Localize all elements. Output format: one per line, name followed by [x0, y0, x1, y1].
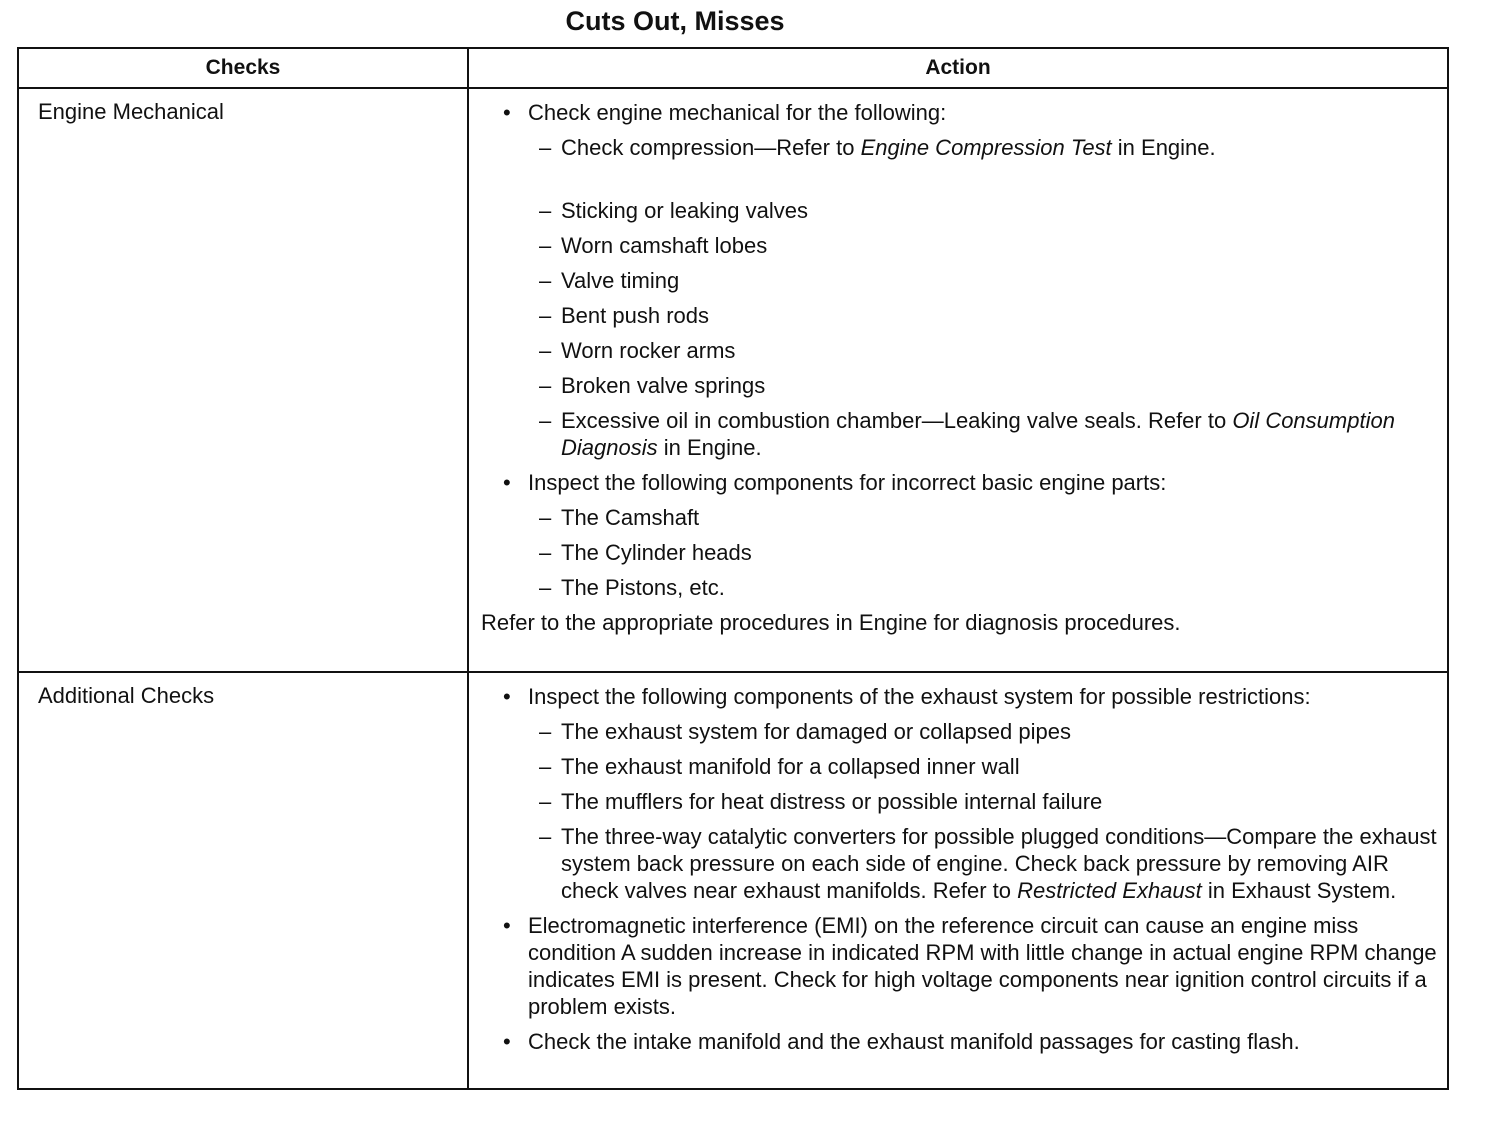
- item-text: Check engine mechanical for the following:: [528, 100, 947, 125]
- dash-icon: –: [539, 338, 552, 363]
- dash-icon: –: [539, 135, 552, 160]
- table-row: [18, 88, 1448, 672]
- item-text: Excessive oil in combustion chamber—Leaking valve seals. Refer to: [561, 408, 1233, 433]
- action-header: Action: [468, 48, 1448, 88]
- item-text: Sticking or leaking valves: [561, 198, 809, 223]
- sub-item: [481, 574, 1439, 601]
- dash-icon: –: [539, 268, 552, 293]
- action-cell: [468, 88, 1448, 672]
- dash-icon: –: [539, 789, 552, 814]
- item-text: Bent push rods: [561, 303, 709, 328]
- list-item: [481, 912, 1439, 1020]
- sub-item: [481, 337, 1439, 364]
- item-text: The three-way catalytic converters for possible plugged conditions—Compare the exhaust system back pressure on each side of engine. Check back pressure by removing AIR check valves near exhaust manifolds. Refer to: [561, 824, 1437, 903]
- diagnosis-table: [17, 47, 1449, 1090]
- sub-item: [481, 788, 1439, 815]
- sub-item: [481, 407, 1439, 461]
- dash-icon: –: [539, 303, 552, 328]
- reference-title: Restricted Exhaust: [1017, 878, 1202, 903]
- sub-item: [481, 823, 1439, 904]
- item-text: Electromagnetic interference (EMI) on the reference circuit can cause an engine miss condition A sudden increase in indicated RPM with little change in actual engine RPM change indicates EMI is present. Check for high voltage components near ignition control circuits if a problem exists.: [528, 913, 1437, 1019]
- sub-item: [481, 232, 1439, 259]
- dash-icon: –: [539, 505, 552, 530]
- item-text: Broken valve springs: [561, 373, 766, 398]
- dash-icon: –: [539, 824, 552, 849]
- item-text: in Engine.: [1111, 135, 1216, 160]
- page-title: Cuts Out, Misses: [565, 6, 785, 36]
- table-row: [18, 672, 1448, 1089]
- list-item: [481, 1028, 1439, 1055]
- list-item: [481, 469, 1439, 496]
- reference-title: Oil Consumption Diagnosis: [561, 408, 1395, 460]
- sub-item: [481, 718, 1439, 745]
- item-text: The Pistons, etc.: [561, 575, 725, 600]
- item-text: Worn camshaft lobes: [561, 233, 768, 258]
- reference-title: Engine Compression Test: [860, 135, 1112, 160]
- dash-icon: –: [539, 373, 552, 398]
- bullet-icon: •: [503, 470, 511, 495]
- item-text: The Camshaft: [561, 505, 700, 530]
- refer-note: Refer to the appropriate procedures in Engine for diagnosis procedures.: [481, 610, 1181, 635]
- dash-icon: –: [539, 408, 552, 433]
- action-cell: [468, 672, 1448, 1089]
- dash-icon: –: [539, 540, 552, 565]
- item-text: in Engine.: [657, 435, 762, 460]
- checks-header: Checks: [18, 48, 468, 88]
- sub-item: [481, 539, 1439, 566]
- bullet-icon: •: [503, 684, 511, 709]
- item-text: Worn rocker arms: [561, 338, 736, 363]
- dash-icon: –: [539, 198, 552, 223]
- item-text: The exhaust manifold for a collapsed inner wall: [561, 754, 1020, 779]
- item-text: Inspect the following components of the exhaust system for possible restrictions:: [528, 684, 1311, 709]
- bullet-icon: •: [503, 913, 511, 938]
- dash-icon: –: [539, 754, 552, 779]
- check-cell: Additional Checks: [18, 672, 468, 1089]
- item-text: Check the intake manifold and the exhaust manifold passages for casting flash.: [528, 1029, 1300, 1054]
- bullet-icon: •: [503, 1029, 511, 1054]
- list-item: [481, 683, 1439, 710]
- item-text: The Cylinder heads: [561, 540, 752, 565]
- sub-item: [481, 197, 1439, 224]
- item-text: in Exhaust System.: [1201, 878, 1397, 903]
- check-cell: Engine Mechanical: [18, 88, 468, 672]
- dash-icon: –: [539, 233, 552, 258]
- item-text: Check compression—Refer to: [561, 135, 861, 160]
- item-text: Valve timing: [561, 268, 680, 293]
- item-text: Inspect the following components for incorrect basic engine parts:: [528, 470, 1167, 495]
- item-text: The mufflers for heat distress or possible internal failure: [561, 789, 1103, 814]
- bullet-icon: •: [503, 100, 511, 125]
- sub-item: [481, 372, 1439, 399]
- sub-item: [481, 302, 1439, 329]
- sub-item: [481, 753, 1439, 780]
- dash-icon: –: [539, 719, 552, 744]
- list-item: [481, 99, 1439, 126]
- sub-item: [481, 267, 1439, 294]
- sub-item: [481, 504, 1439, 531]
- dash-icon: –: [539, 575, 552, 600]
- sub-item: [481, 134, 1439, 161]
- header-row: [18, 48, 1448, 88]
- item-text: The exhaust system for damaged or collapsed pipes: [561, 719, 1071, 744]
